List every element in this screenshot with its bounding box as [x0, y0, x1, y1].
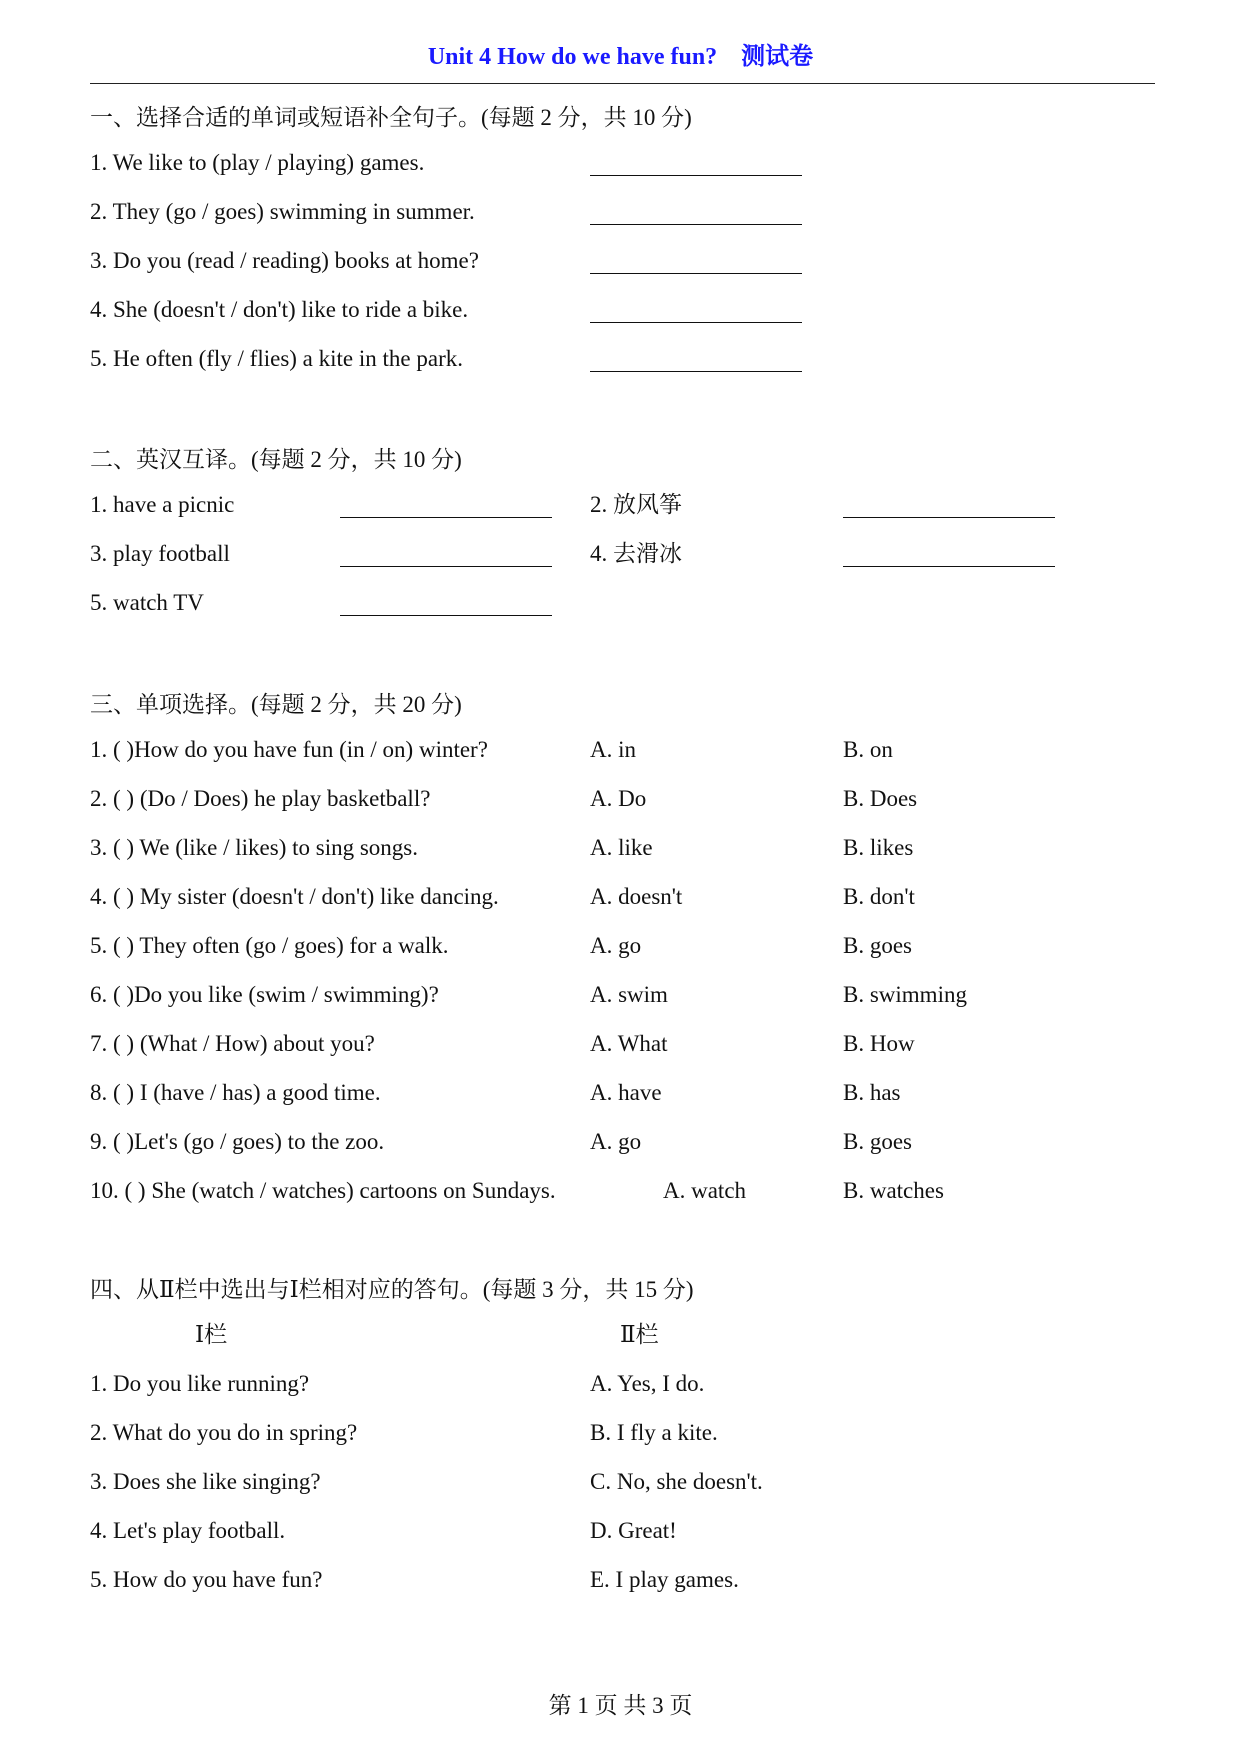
s3-option-a[interactable]: A. watch: [663, 1178, 747, 1203]
column-2-label: Ⅱ栏: [620, 1322, 659, 1347]
s1-item-1: 1. We like to (play / playing) games.: [90, 150, 425, 175]
s3-question: 5. ( ) They often (go / goes) for a walk.: [90, 933, 449, 958]
s1-blank-5[interactable]: [590, 371, 802, 372]
section4-heading: 四、从Ⅱ栏中选出与Ⅰ栏相对应的答句。(每题 3 分，共 15 分): [90, 1277, 694, 1302]
s2-blank-2[interactable]: [843, 517, 1055, 518]
s3-option-b[interactable]: B. goes: [843, 1129, 912, 1154]
s4-question: 3. Does she like singing?: [90, 1469, 321, 1494]
s1-blank-1[interactable]: [590, 175, 802, 176]
s1-blank-2[interactable]: [590, 224, 802, 225]
s3-option-b[interactable]: B. watches: [843, 1178, 944, 1203]
s2-blank-4[interactable]: [843, 566, 1055, 567]
s3-question: 6. ( )Do you like (swim / swimming)?: [90, 982, 439, 1007]
s1-item-5: 5. He often (fly / flies) a kite in the park.: [90, 346, 463, 371]
s2-item-4: 4. 去滑冰: [590, 541, 682, 566]
s3-option-b[interactable]: B. don't: [843, 884, 915, 909]
s2-blank-1[interactable]: [340, 517, 552, 518]
s4-answer: D. Great!: [590, 1518, 677, 1543]
s3-option-a[interactable]: A. have: [590, 1080, 662, 1105]
s2-item-2: 2. 放风筝: [590, 492, 682, 517]
s3-option-b[interactable]: B. likes: [843, 835, 914, 860]
s1-blank-3[interactable]: [590, 273, 802, 274]
s3-option-a[interactable]: A. in: [590, 737, 636, 762]
s3-option-b[interactable]: B. goes: [843, 933, 912, 958]
s3-question: 8. ( ) I (have / has) a good time.: [90, 1080, 381, 1105]
s3-question: 4. ( ) My sister (doesn't / don't) like dancing.: [90, 884, 499, 909]
s2-item-5: 5. watch TV: [90, 590, 204, 615]
s3-option-a[interactable]: A. swim: [590, 982, 668, 1007]
section3-heading: 三、单项选择。(每题 2 分，共 20 分): [90, 692, 462, 717]
s2-blank-5[interactable]: [340, 615, 552, 616]
s3-option-b[interactable]: B. on: [843, 737, 893, 762]
column-1-label: Ⅰ栏: [195, 1322, 228, 1347]
s4-question: 2. What do you do in spring?: [90, 1420, 358, 1445]
s3-option-b[interactable]: B. has: [843, 1080, 901, 1105]
s2-item-1: 1. have a picnic: [90, 492, 235, 517]
page-title: Unit 4 How do we have fun? 测试卷: [427, 44, 814, 70]
s3-option-a[interactable]: A. like: [590, 835, 653, 860]
s1-item-4: 4. She (doesn't / don't) like to ride a bike.: [90, 297, 469, 322]
s3-question: 7. ( ) (What / How) about you?: [90, 1031, 375, 1056]
s3-option-b[interactable]: B. swimming: [843, 982, 967, 1007]
section1-heading: 一、选择合适的单词或短语补全句子。(每题 2 分，共 10 分): [90, 105, 692, 130]
s4-question: 4. Let's play football.: [90, 1518, 286, 1543]
s4-question: 5. How do you have fun?: [90, 1567, 323, 1592]
section2-heading: 二、英汉互译。(每题 2 分，共 10 分): [90, 447, 462, 472]
s2-item-3: 3. play football: [90, 541, 230, 566]
s2-blank-3[interactable]: [340, 566, 552, 567]
s4-answer: A. Yes, I do.: [590, 1371, 705, 1396]
s4-answer: E. I play games.: [590, 1567, 739, 1592]
s3-option-b[interactable]: B. How: [843, 1031, 915, 1056]
s1-item-2: 2. They (go / goes) swimming in summer.: [90, 199, 475, 224]
s3-question: 3. ( ) We (like / likes) to sing songs.: [90, 835, 418, 860]
s3-option-a[interactable]: A. Do: [590, 786, 647, 811]
s4-answer: C. No, she doesn't.: [590, 1469, 763, 1494]
s3-question: 1. ( )How do you have fun (in / on) winter?: [90, 737, 488, 762]
s4-answer: B. I fly a kite.: [590, 1420, 718, 1445]
title-divider: [90, 83, 1155, 84]
s3-question: 2. ( ) (Do / Does) he play basketball?: [90, 786, 431, 811]
s3-option-a[interactable]: A. go: [590, 933, 642, 958]
s1-blank-4[interactable]: [590, 322, 802, 323]
s3-option-a[interactable]: A. What: [590, 1031, 668, 1056]
s3-question: 10. ( ) She (watch / watches) cartoons on Sundays.: [90, 1178, 556, 1203]
s3-question: 9. ( )Let's (go / goes) to the zoo.: [90, 1129, 385, 1154]
s4-question: 1. Do you like running?: [90, 1371, 310, 1396]
s1-item-3: 3. Do you (read / reading) books at home?: [90, 248, 479, 273]
s3-option-a[interactable]: A. go: [590, 1129, 642, 1154]
page-footer: 第 1 页 共 3 页: [548, 1693, 693, 1718]
s3-option-b[interactable]: B. Does: [843, 786, 918, 811]
s3-option-a[interactable]: A. doesn't: [590, 884, 683, 909]
